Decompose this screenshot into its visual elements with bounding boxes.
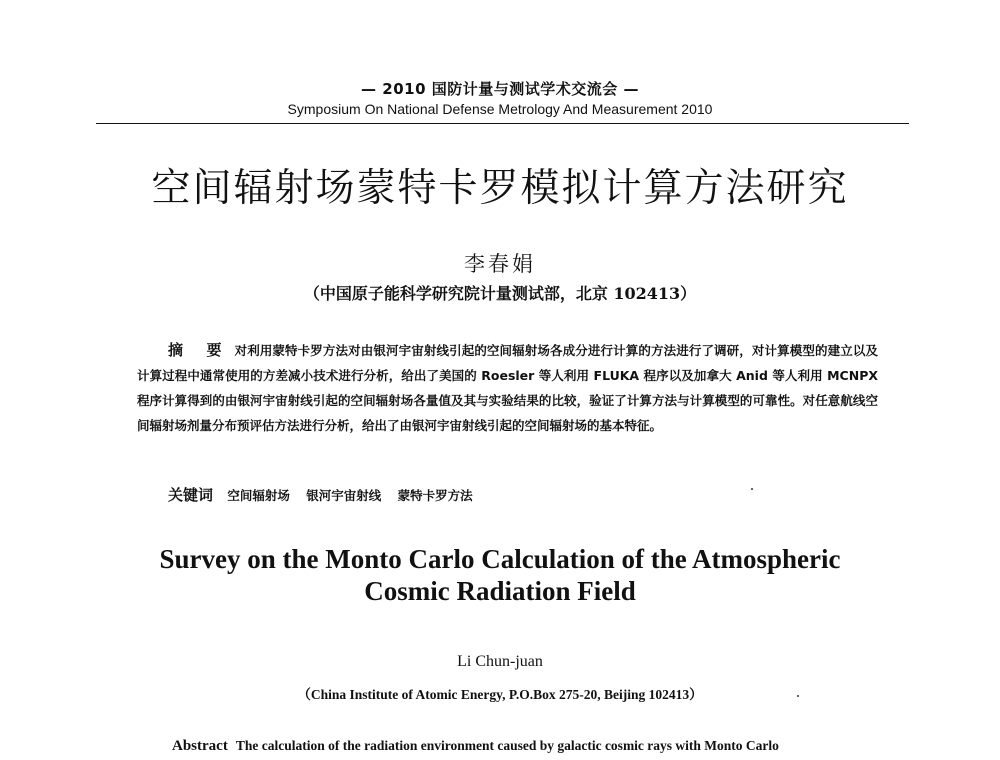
paper-title-en-line1: Survey on the Monto Carlo Calculation of the Atmospheric <box>159 544 841 574</box>
author-name-cn: 李春娟 <box>464 252 536 276</box>
keywords-cn <box>168 484 485 505</box>
affiliation-en: （China Institute of Atomic Energy, P.O.Box 275-20, Beijing 102413） <box>297 687 703 702</box>
keyword-item: 蒙特卡罗方法 <box>397 488 473 503</box>
affiliation-cn: （中国原子能科学研究院计量测试部，北京 102413） <box>303 284 697 303</box>
paper-title-en <box>0 543 1000 607</box>
author-name-en: Li Chun-juan <box>457 653 543 670</box>
paper-title-cn: 空间辐射场蒙特卡罗模拟计算方法研究 <box>151 166 849 211</box>
keyword-item: 银河宇宙射线 <box>306 488 382 503</box>
paper-title-en-line2: Cosmic Radiation Field <box>364 576 636 606</box>
conference-header-cn: — 2010 国防计量与测试学术交流会 — <box>361 80 639 98</box>
abstract-cn <box>137 338 878 438</box>
keywords-cn-label: 关键词 <box>168 486 214 504</box>
header-rule <box>96 123 909 124</box>
scan-speck <box>751 488 753 490</box>
abstract-cn-label: 摘 要 <box>168 341 231 359</box>
abstract-en <box>172 738 882 755</box>
keyword-item: 空间辐射场 <box>227 488 290 503</box>
abstract-cn-text: 对利用蒙特卡罗方法对由银河宇宙射线引起的空间辐射场各成分进行计算的方法进行了调研，对计算模型的建立以及计算过程中通常使用的方差减小技术进行分析，给出了美国的 Roesler 等人利用 FLUKA 程序以及加拿大 Anid 等人利用 MCNPX 程序计算得到的由银河宇宙射线引起的空间辐射场各量值及其与实验结果的比较，验证了计算方法与计算模型的可靠性。对任意航线空间辐射场剂量分布预评估方法进行分析，给出了由银河宇宙射线引起的空间辐射场的基本特征。 <box>137 343 878 433</box>
abstract-en-label: Abstract <box>172 738 228 754</box>
scan-speck <box>797 695 799 697</box>
abstract-en-text: The calculation of the radiation environment caused by galactic cosmic rays with Monto Carlo <box>235 738 779 753</box>
conference-header-en: Symposium On National Defense Metrology And Measurement 2010 <box>287 101 713 117</box>
